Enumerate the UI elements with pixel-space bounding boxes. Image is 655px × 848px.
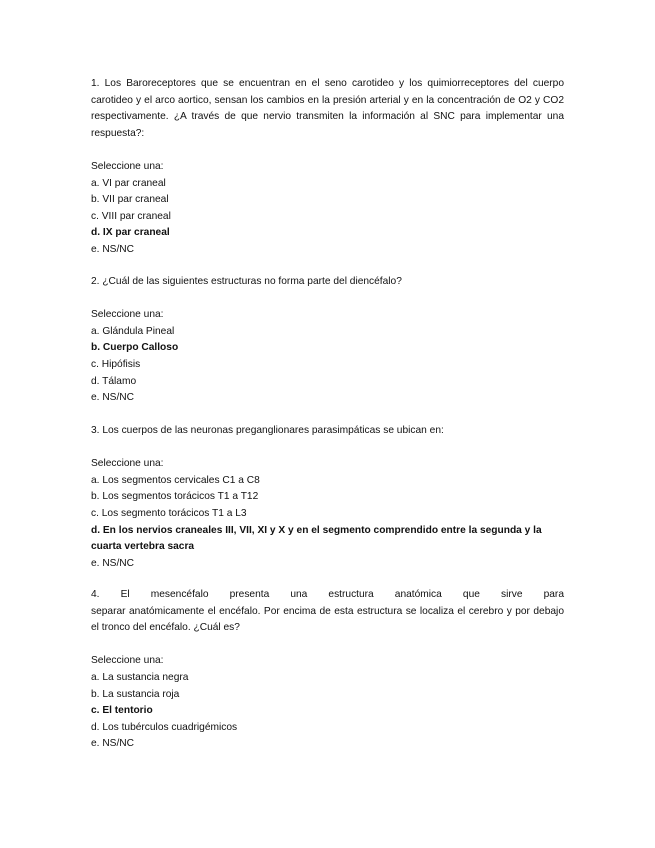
question-1-options <box>91 176 564 259</box>
question-2 <box>91 274 564 407</box>
question-2-option-c: c. Hipófisis <box>91 358 141 370</box>
question-3-text: 3. Los cuerpos de las neuronas preganglionares parasimpáticas se ubican en: <box>91 425 444 436</box>
question-1-option-a: a. VI par craneal <box>91 177 166 189</box>
question-3-option-b: b. Los segmentos torácicos T1 a T12 <box>91 491 259 503</box>
question-1 <box>91 76 564 259</box>
question-3-options <box>91 473 564 573</box>
question-4-options <box>91 670 564 753</box>
question-1-text: 1. Los Baroreceptores que se encuentran en el seno carotideo y los quimiorreceptores del cuerpo carotideo y el arco aortico, sensan los cambios en la presión arterial y en la concentración de O2 y CO2 respectivamente. ¿A través de que nervio transmiten la información al SNC para implementar una respuesta?: <box>91 78 564 139</box>
question-2-option-d: d. Tálamo <box>91 375 137 387</box>
question-4-prompt: Seleccione una: <box>91 655 164 667</box>
question-3-option-c: c. Los segmento torácicos T1 a L3 <box>91 507 247 519</box>
question-4-option-c: c. El tentorio <box>91 705 153 717</box>
question-2-text: 2. ¿Cuál de las siguientes estructuras no forma parte del diencéfalo? <box>91 276 402 287</box>
question-3-prompt: Seleccione una: <box>91 458 164 470</box>
question-2-option-b: b. Cuerpo Calloso <box>91 342 179 354</box>
question-3-option-e: e. NS/NC <box>91 557 135 569</box>
question-1-option-d: d. IX par craneal <box>91 227 170 239</box>
question-4-option-b: b. La sustancia roja <box>91 688 180 700</box>
question-4-text: separar anatómicamente el encéfalo. Por encima de esta estructura se localiza el cerebro y por debajo el tronco del encéfalo. ¿Cuál es? <box>91 605 564 634</box>
question-2-prompt: Seleccione una: <box>91 309 164 321</box>
question-2-options <box>91 324 564 407</box>
question-1-prompt: Seleccione una: <box>91 160 164 172</box>
question-3-option-d: d. En los nervios craneales III, VII, XI y X y en el segmento comprendido entre la segunda y la cuarta vertebra sacra <box>91 524 542 553</box>
question-1-option-b: b. VII par craneal <box>91 194 169 206</box>
question-4-option-d: d. Los tubérculos cuadrigémicos <box>91 721 238 733</box>
question-2-option-e: e. NS/NC <box>91 392 135 404</box>
question-2-option-a: a. Glándula Pineal <box>91 325 175 337</box>
question-4 <box>91 587 564 753</box>
question-3 <box>91 423 564 572</box>
question-1-option-e: e. NS/NC <box>91 243 135 255</box>
question-4-text-line-1: 4. El mesencéfalo presenta una estructura anatómica que sirve para <box>91 589 564 600</box>
question-4-option-e: e. NS/NC <box>91 738 135 750</box>
question-1-option-c: c. VIII par craneal <box>91 210 171 222</box>
question-3-option-a: a. Los segmentos cervicales C1 a C8 <box>91 474 260 486</box>
question-4-option-a: a. La sustancia negra <box>91 671 189 683</box>
